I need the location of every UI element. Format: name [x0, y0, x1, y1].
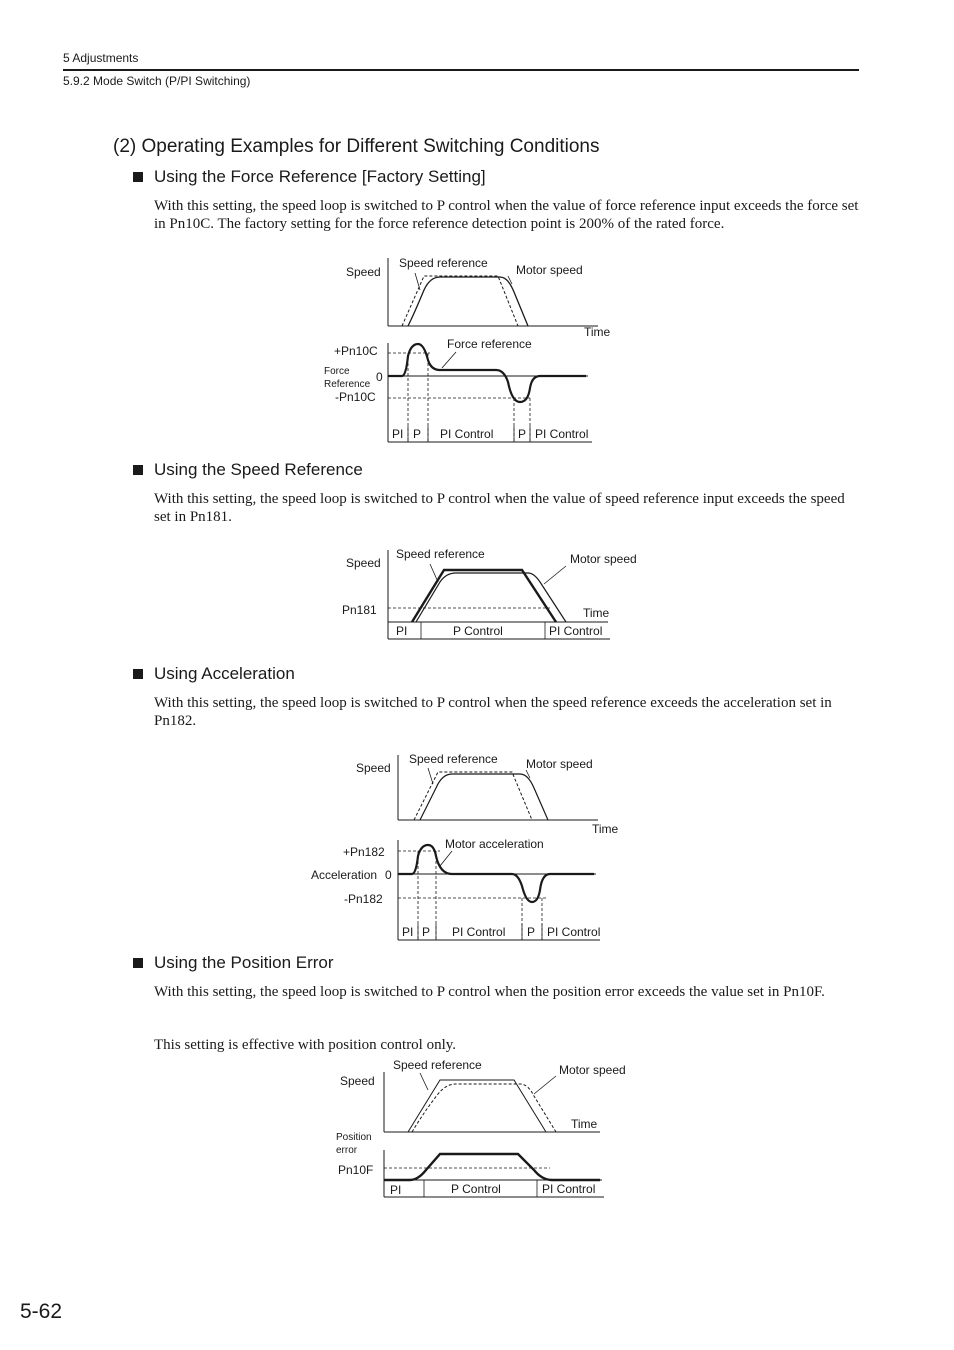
- time-axis-label: Time: [584, 325, 611, 339]
- mode-label: PI Control: [547, 925, 601, 939]
- plus-level-label: +Pn10C: [334, 344, 378, 358]
- mode-label: P Control: [451, 1182, 501, 1196]
- force-axis-label-line1: Force: [324, 366, 350, 377]
- heading-text: Using the Position Error: [154, 953, 334, 972]
- page-number: 5-62: [20, 1300, 63, 1323]
- time-axis-label: Time: [592, 822, 619, 836]
- section-title: (2) Operating Examples for Different Switching Conditions: [113, 136, 600, 157]
- plus-level-label: +Pn182: [343, 845, 385, 859]
- mode-label: P: [422, 925, 431, 939]
- force-reference-curve-label: Force reference: [447, 337, 532, 351]
- mode-label: P: [527, 925, 536, 939]
- speed-reference-label: Speed reference: [396, 547, 485, 561]
- speed-reference-label: Speed reference: [409, 752, 498, 766]
- mode-label: PI Control: [535, 427, 589, 441]
- chapter-header: 5 Adjustments: [63, 51, 139, 65]
- acceleration-axis-label: Acceleration: [311, 868, 378, 882]
- paragraph-force-reference: With this setting, the speed loop is switched to P control when the value of force reference input exceeds the force set in Pn10C. The factory setting for the force reference detection point is 200% of the rated force.: [154, 198, 859, 232]
- mode-label: PI Control: [440, 427, 494, 441]
- heading-text: Using Acceleration: [154, 664, 295, 683]
- motor-acceleration-curve-label: Motor acceleration: [445, 837, 544, 851]
- mode-label: P: [413, 427, 422, 441]
- motor-speed-label: Motor speed: [526, 757, 593, 771]
- mode-label: PI Control: [549, 624, 603, 638]
- motor-speed-label: Motor speed: [559, 1063, 626, 1077]
- motor-speed-label: Motor speed: [516, 263, 583, 277]
- minus-level-label: -Pn182: [344, 892, 383, 906]
- speed-axis-label: Speed: [356, 761, 391, 775]
- position-error-axis-label-line2: error: [336, 1145, 358, 1156]
- mode-label: P: [518, 427, 527, 441]
- mode-label: PI: [396, 624, 408, 638]
- mode-label: PI: [402, 925, 414, 939]
- minus-level-label: -Pn10C: [335, 390, 376, 404]
- speed-axis-label: Speed: [346, 556, 381, 570]
- speed-reference-label: Speed reference: [393, 1058, 482, 1072]
- paragraph-acceleration: With this setting, the speed loop is switched to P control when the speed reference exceeds the acceleration set in Pn182.: [154, 695, 832, 729]
- zero-label: 0: [385, 868, 392, 882]
- paragraph-position-error: With this setting, the speed loop is switched to P control when the position error exceeds the value set in Pn10F.: [154, 984, 825, 1000]
- time-axis-label: Time: [583, 606, 610, 620]
- level-label: Pn10F: [338, 1163, 374, 1177]
- force-axis-label-line2: Reference: [324, 379, 371, 390]
- level-label: Pn181: [342, 603, 377, 617]
- mode-label: PI: [392, 427, 404, 441]
- time-axis-label: Time: [571, 1117, 598, 1131]
- paragraph-position-error-note: This setting is effective with position control only.: [154, 1037, 457, 1053]
- motor-speed-label: Motor speed: [570, 552, 637, 566]
- mode-label: PI Control: [452, 925, 506, 939]
- paragraph-speed-reference: With this setting, the speed loop is switched to P control when the value of speed reference input exceeds the speed set in Pn181.: [154, 491, 845, 525]
- speed-axis-label: Speed: [346, 265, 381, 279]
- section-header: 5.9.2 Mode Switch (P/PI Switching): [63, 74, 251, 88]
- position-error-axis-label-line1: Position: [336, 1132, 372, 1143]
- speed-reference-label: Speed reference: [399, 256, 488, 270]
- mode-label: P Control: [453, 624, 503, 638]
- zero-label: 0: [376, 370, 383, 384]
- speed-axis-label: Speed: [340, 1074, 375, 1088]
- heading-text: Using the Speed Reference: [154, 460, 363, 479]
- mode-label: PI: [390, 1183, 402, 1197]
- mode-label: PI Control: [542, 1182, 596, 1196]
- heading-text: Using the Force Reference [Factory Setting]: [154, 167, 486, 186]
